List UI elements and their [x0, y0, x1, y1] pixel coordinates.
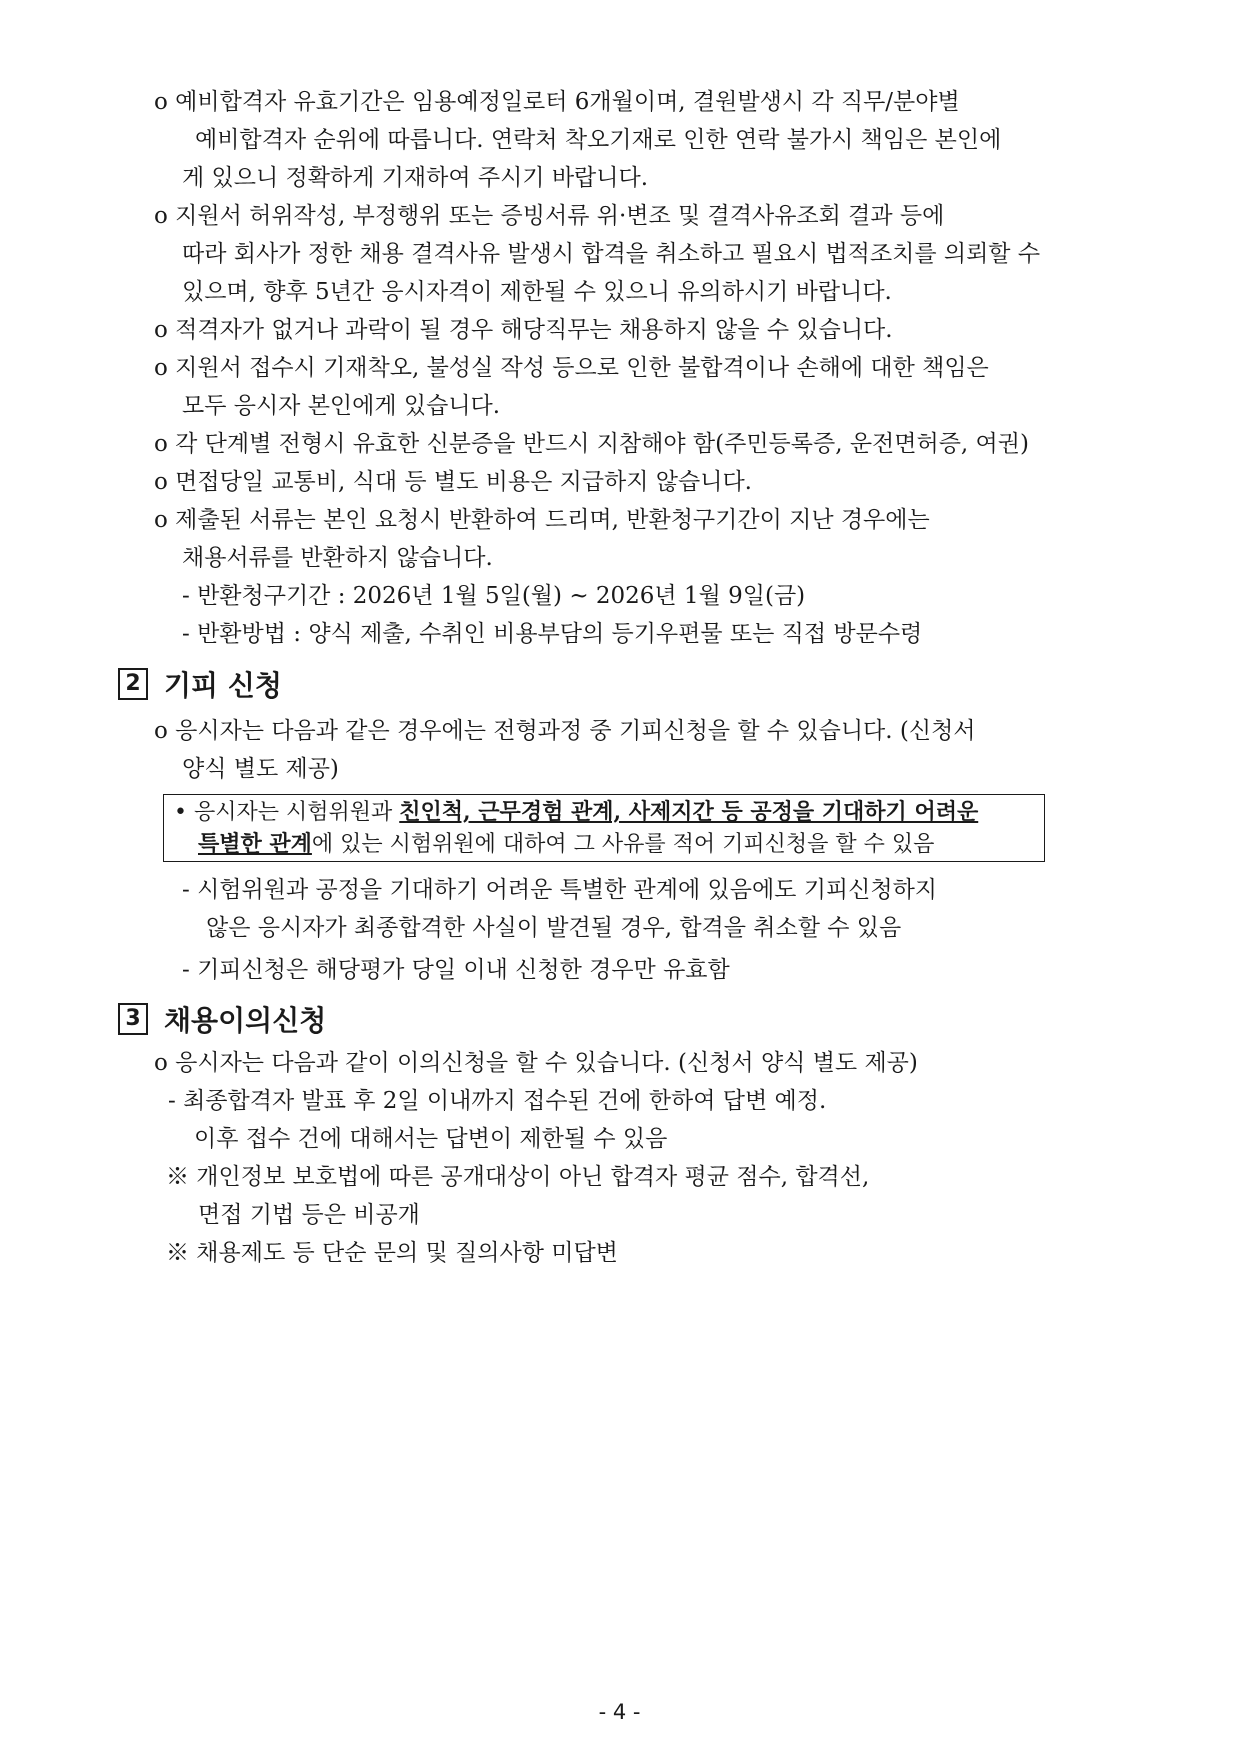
- section-note: ※ 채용제도 등 단순 문의 및 질의사항 미답변: [166, 1240, 618, 1266]
- notice-line: o 각 단계별 전형시 유효한 신분증을 반드시 지참해야 함(주민등록증, 운전면허증, 여권): [154, 431, 1029, 457]
- section-number-box: 2: [118, 668, 148, 700]
- notice-line: 예비합격자 순위에 따릅니다. 연락처 착오기재로 인한 연락 불가시 책임은 본인에: [195, 127, 1002, 153]
- section-sub-item: - 시험위원과 공정을 기대하기 어려운 특별한 관계에 있음에도 기피신청하지: [182, 877, 938, 903]
- box-line: [198, 829, 934, 859]
- notice-line: o 예비합격자 유효기간은 임용예정일로터 6개월이며, 결원발생시 각 직무/분야별: [154, 89, 960, 115]
- notice-line: o 제출된 서류는 본인 요청시 반환하여 드리며, 반환청구기간이 지난 경우에는: [154, 507, 930, 533]
- notice-sub-item: - 반환청구기간 : 2026년 1월 5일(월) ~ 2026년 1월 9일(금): [182, 583, 806, 609]
- section-line: o 응시자는 다음과 같은 경우에는 전형과정 중 기피신청을 할 수 있습니다. (신청서: [154, 718, 976, 744]
- notice-line: 있으며, 향후 5년간 응시자격이 제한될 수 있으니 유의하시기 바랍니다.: [182, 279, 892, 305]
- section-line: o 응시자는 다음과 같이 이의신청을 할 수 있습니다. (신청서 양식 별도 제공): [154, 1050, 918, 1076]
- page-number: - 4 -: [598, 1700, 641, 1724]
- section-title: 채용이의신청: [164, 1004, 327, 1037]
- notice-sub-item: - 반환방법 : 양식 제출, 수취인 비용부담의 등기우편물 또는 직접 방문수령: [182, 621, 923, 647]
- section-title: 기피 신청: [164, 669, 282, 702]
- notice-line: 따라 회사가 정한 채용 결격사유 발생시 합격을 취소하고 필요시 법적조치를 의뢰할 수: [182, 241, 1041, 267]
- box-text: 에 있는 시험위원에 대하여 그 사유를 적어 기피신청을 할 수 있음: [311, 832, 935, 857]
- section-note: ※ 개인정보 보호법에 따른 공개대상이 아닌 합격자 평균 점수, 합격선,: [166, 1164, 870, 1190]
- section-heading-avoidance: [118, 664, 282, 704]
- notice-line: 게 있으니 정확하게 기재하여 주시기 바랍니다.: [182, 165, 649, 191]
- box-emphasis: 특별한 관계: [198, 831, 312, 857]
- section-sub-item: 않은 응시자가 최종합격한 사실이 발견될 경우, 합격을 취소할 수 있음: [206, 915, 902, 941]
- highlight-box: [163, 794, 1045, 862]
- notice-line: o 지원서 허위작성, 부정행위 또는 증빙서류 위·변조 및 결격사유조회 결과 등에: [154, 203, 945, 229]
- notice-line: o 면접당일 교통비, 식대 등 별도 비용은 지급하지 않습니다.: [154, 469, 752, 495]
- section-sub-item: - 최종합격자 발표 후 2일 이내까지 접수된 건에 한하여 답변 예정.: [168, 1088, 827, 1114]
- notice-line: 채용서류를 반환하지 않습니다.: [182, 545, 493, 571]
- notice-line: 모두 응시자 본인에게 있습니다.: [182, 393, 501, 419]
- section-line: 양식 별도 제공): [182, 756, 339, 782]
- section-heading-objection: [118, 999, 326, 1039]
- section-sub-item: 이후 접수 건에 대해서는 답변이 제한될 수 있음: [194, 1126, 668, 1152]
- section-note: 면접 기법 등은 비공개: [198, 1202, 420, 1228]
- box-text: • 응시자는 시험위원과: [174, 800, 400, 825]
- notice-line: o 적격자가 없거나 과락이 될 경우 해당직무는 채용하지 않을 수 있습니다.: [154, 317, 893, 343]
- box-line: [174, 797, 978, 827]
- box-emphasis: 친인척, 근무경험 관계, 사제지간 등 공정을 기대하기 어려운: [399, 799, 979, 825]
- notice-line: o 지원서 접수시 기재착오, 불성실 작성 등으로 인한 불합격이나 손해에 대한 책임은: [154, 355, 989, 381]
- section-number-box: 3: [118, 1003, 148, 1035]
- section-sub-item: - 기피신청은 해당평가 당일 이내 신청한 경우만 유효함: [182, 957, 730, 983]
